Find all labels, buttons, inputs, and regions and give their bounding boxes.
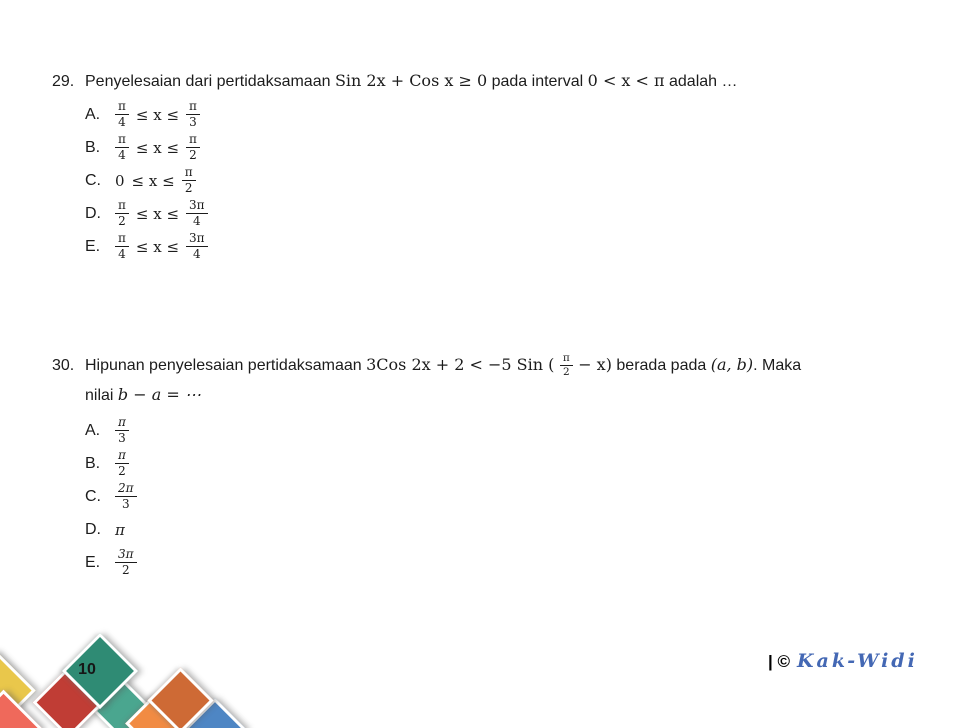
question-30-options (85, 414, 137, 579)
option-formula (115, 166, 196, 196)
fraction: $\frac{3\pi}{4}$ (186, 232, 208, 262)
option-row-c (85, 480, 137, 513)
fraction: $\frac{\pi}{4}$ (115, 133, 129, 163)
fraction: $\frac{\pi}{2}$ (115, 199, 129, 229)
corner-decoration (0, 588, 330, 728)
option-formula (115, 548, 137, 578)
question-number: 29. (52, 73, 75, 90)
inequality: ≤ x ≤ (135, 138, 180, 157)
option-letter: C. (85, 171, 101, 189)
option-row-a (85, 98, 208, 131)
fraction: $\frac{\pi}{2}$ (186, 133, 200, 163)
option-letter: B. (85, 138, 101, 156)
option-letter: E. (85, 237, 101, 255)
option-letter: D. (85, 204, 101, 222)
option-letter: A. (85, 105, 101, 123)
zero-term: 0 (115, 171, 125, 190)
stem-math: 3Cos 2x + 2 < −5 Sin ( (366, 355, 555, 374)
fraction: $\frac{\pi}{3}$ (186, 100, 200, 130)
stem-text: berada pada (616, 357, 707, 374)
question-30-line2 (85, 382, 801, 409)
inequality: ≤ x ≤ (135, 105, 180, 124)
fraction: $\frac{\pi}{2}$ (115, 449, 129, 479)
question-30-stem (52, 352, 801, 409)
option-formula (115, 521, 125, 539)
option-row-b (85, 131, 208, 164)
fraction: $\frac{\pi}{4}$ (115, 100, 129, 130)
option-formula (115, 449, 129, 479)
option-row-a (85, 414, 137, 447)
inequality: ≤ x ≤ (135, 204, 180, 223)
stem-math: − x) (578, 355, 612, 374)
stem-text: pada interval (491, 73, 584, 90)
fraction: $\frac{\pi}{3}$ (115, 416, 129, 446)
question-29-options (85, 98, 208, 263)
stem-text: Penyelesaian dari pertidaksamaan (85, 73, 331, 90)
stem-math: b − a = ⋯ (117, 385, 201, 405)
option-letter: E. (85, 553, 101, 571)
option-row-d (85, 197, 208, 230)
footer-copyright (768, 650, 918, 672)
option-row-c (85, 164, 208, 197)
question-29-stem (52, 68, 738, 95)
stem-text: Hipunan penyelesaian pertidaksamaan (85, 357, 362, 374)
option-letter: C. (85, 487, 101, 505)
fraction: $\frac{3\pi}{2}$ (115, 548, 137, 578)
fraction: $\frac{\pi}{2}$ (182, 166, 196, 196)
stem-text: . Maka (753, 357, 802, 374)
option-formula (115, 133, 200, 163)
option-row-e (85, 546, 137, 579)
option-letter: A. (85, 421, 101, 439)
option-formula (115, 482, 137, 512)
interval-ab: (a, b) (710, 355, 754, 374)
option-row-b (85, 447, 137, 480)
question-30-line1 (52, 352, 801, 379)
fraction: $\frac{2\pi}{3}$ (115, 482, 137, 512)
inline-fraction: $\frac{\pi}{2}$ (560, 353, 573, 380)
pi-term: π (115, 520, 125, 539)
page-number: 10 (78, 661, 96, 678)
option-letter: B. (85, 454, 101, 472)
question-number: 30. (52, 357, 75, 374)
option-formula (115, 199, 208, 229)
option-row-e (85, 230, 208, 263)
inequality: ≤ x ≤ (135, 237, 180, 256)
option-formula (115, 100, 200, 130)
copyright-mark: | © (768, 652, 791, 671)
option-formula (115, 416, 129, 446)
fraction: $\frac{\pi}{4}$ (115, 232, 129, 262)
fraction: $\frac{3\pi}{4}$ (186, 199, 208, 229)
option-row-d (85, 513, 137, 546)
option-formula (115, 232, 208, 262)
stem-text: nilai (85, 387, 114, 405)
brand-name: Kak-Widi (797, 650, 918, 672)
inequality: ≤ x ≤ (131, 171, 175, 190)
stem-math: Sin 2x + Cos x ≥ 0 (334, 71, 488, 90)
stem-math: 0 < x < π (587, 71, 665, 90)
stem-text: adalah … (669, 73, 738, 90)
option-letter: D. (85, 520, 101, 538)
